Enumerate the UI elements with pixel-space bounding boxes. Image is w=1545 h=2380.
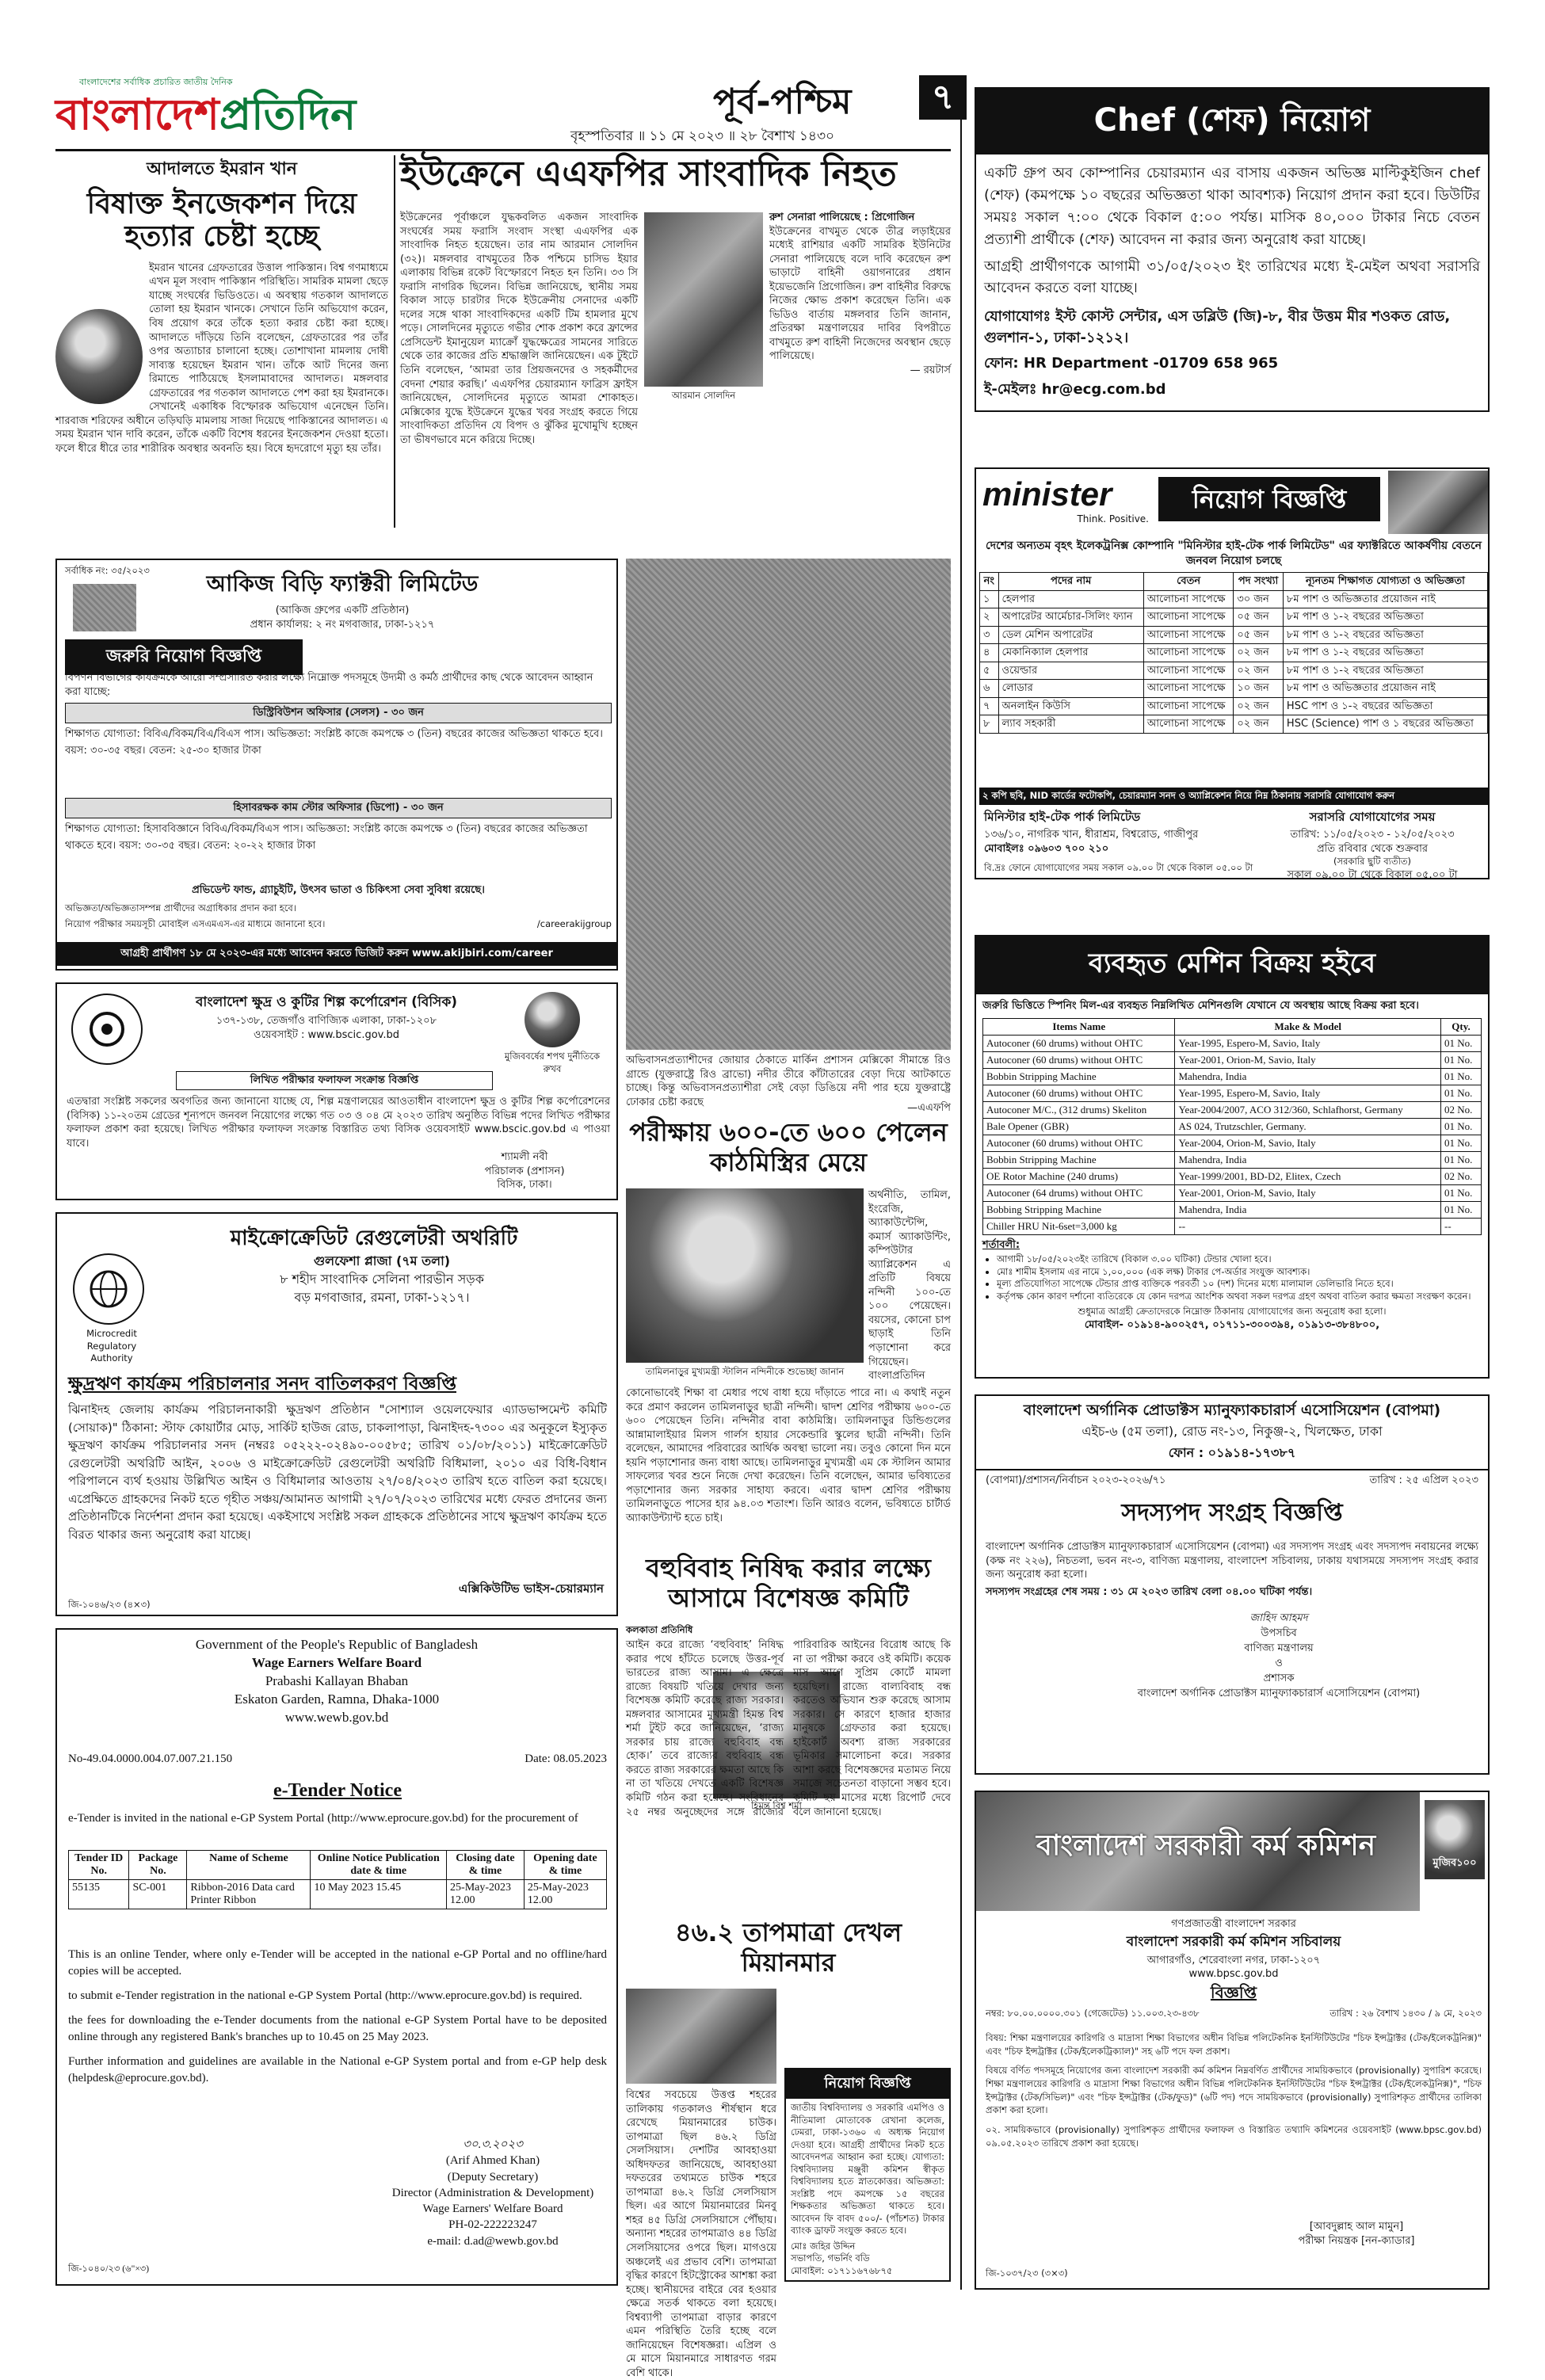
ad-code: জি-১০৪৬/২৩ (৪×৩) — [68, 1599, 151, 1610]
table-row: ৮ ল্যাব সহকারী আলোচনা সাপেক্ষে ০২ জন HSC (Science) পাশ ও ১ বছরের অভিজ্ঞতা — [980, 715, 1488, 734]
ad-body: একটি গ্রুপ অব কোম্পানির চেয়ারম্যান এর বাসায় একজন অভিজ্ঞ মাল্টিকুইজিন chef (শেফ) (কমপক্ষে ১০ বছরের অভিজ্ঞতা থাকা আবশ্যক) নিয়োগ প্রদান করা হবে। ডিউটির সময়ঃ সকাল ৭:০০ থেকে বিকাল ৫:০০ পর্যন্ত। মাসিক ৪০,০০০ টাকার নিচে বেতন প্রত্যাশী প্রার্থীকে (শেফ) আবেদন না করার জন্য অনুরোধ করা যাচ্ছে। — [984, 165, 1480, 248]
table-row: Autoconer (64 drums) without OHTC Year-2001, Orion-M, Savio, Italy 01 No. — [983, 1184, 1482, 1201]
table-row: Autoconer (60 drums) without OHTC Year-2004, Orion-M, Savio, Italy 01 No. — [983, 1135, 1482, 1151]
company-name: আকিজ বিড়ি ফ্যাক্টরী লিমিটেড — [206, 570, 479, 597]
org-web[interactable]: www.wewb.gov.bd — [284, 1709, 389, 1725]
ad-note-2: নিয়োগ পরীক্ষার সময়সূচী মোবাইল এসএমএস-এর মাধ্যমে জানানো হবে। — [65, 918, 326, 929]
sign-phone[interactable]: PH-02-222223247 — [448, 2218, 537, 2232]
ad-phone[interactable]: ফোন: HR Department -01709 658 965 — [984, 355, 1279, 372]
col-header: Package No. — [129, 1851, 187, 1880]
notice-intro: e-Tender is invited in the national e-GP System Portal (http://www.eprocure.gov.bd) for the procurement of — [68, 1812, 578, 1825]
mra-logo-text: Microcredit Regulatory Authority — [86, 1328, 137, 1364]
article-exam — [626, 1117, 951, 1545]
ad-apply[interactable]: আগ্রহী প্রার্থীগণ ১৮ মে ২০২৩-এর মধ্যে আবেদন করতে ভিজিট করুন www.akijbiri.com/career — [57, 942, 616, 966]
photo-caption: অভিবাসনপ্রত্যাশীদের জোয়ার ঠেকাতে মার্কিন প্রশাসন মেক্সিকো সীমান্তে রিও গ্রান্ডে (যুক্তরাষ্ট্রে রিও ব্রাভো) নদীর তীরে কাঁটাতারের বেড়া দিয়ে আটকাতে চাচ্ছে। কিন্তু অভিবাসনপ্রত্যাশীরা সেই বেড়া ডিঙিয়ে নদী পার হয়ে যুক্তরাষ্ট্রে ঢোকার চেষ্টা করছে — [626, 1055, 951, 1108]
gov-line: গণপ্রজাতন্ত্রী বাংলাদেশ সরকার — [1171, 1918, 1296, 1930]
article-side: অর্থনীতি, তামিল, ইংরেজি, অ্যাকাউন্টেন্সি, কমার্স অ্যাকাউন্টিং, কম্পিউটার অ্যাপ্লিকেশন এ প্রতিটি বিষয়ে নন্দিনী ১০০-তে ১০০ পেয়েছেন। বয়সের, কোনো চাপ ছাড়াই তিনি পড়াশোনা করে গিয়েছেন। বাংলাপ্রতিদিন — [868, 1189, 951, 1383]
org-building: Prabashi Kallayan Bhaban — [265, 1672, 409, 1688]
job-table — [979, 572, 1488, 734]
col-header: Tender ID No. — [69, 1851, 129, 1880]
ad-small-recruit — [784, 2068, 951, 2282]
sign-date: ৩০.৩.২০২৩ — [463, 2138, 523, 2151]
sign-name: জাহিদ আহমদ — [1249, 1612, 1308, 1625]
article-imran — [55, 155, 388, 551]
factory-mobile[interactable]: মোবাইলঃ ০৯৬০৩ ৭০০ ২১০ — [984, 842, 1109, 855]
terms-title: শর্তাবলী: — [982, 1238, 1020, 1251]
table-row: Bobbin Stripping Machine Mahendra, India 01 No. — [983, 1151, 1482, 1168]
col-header: Online Notice Publication date & time — [311, 1851, 447, 1880]
ad-machine-sale — [975, 935, 1490, 1379]
col-header: Make & Model — [1175, 1018, 1441, 1035]
org-name: Wage Earners Welfare Board — [251, 1654, 422, 1670]
masthead-divider — [55, 149, 951, 151]
portrait-image — [525, 992, 580, 1047]
notice-body: এতদ্বারা সংশ্লিষ্ট সকলের অবগতির জন্য জানানো যাচ্ছে যে, শিল্প মন্ত্রণালয়ের আওতাধীন বাংলাদেশ ক্ষুদ্র ও কুটির শিল্প কর্পোরেশনের (বিসিক) ১১-২০তম গ্রেডের শূন্যপদে জনবল নিয়োগের লক্ষ্যে গত ০৩ ও ০৪ মে ২০২৩ তারিখ অনুষ্ঠিত বিভিন্ন পদের লিখিত পরীক্ষার ফলাফল প্রকাশ করা হয়েছে। লিখিত পরীক্ষার ফলাফল সংক্রান্ত বিস্তারিত তথ্য বিসিক ওয়েবসাইট www.bscic.gov.bd এ পাওয়া যাবে। — [67, 1096, 610, 1150]
ad-serial: সর্বাধিক নং: ৩৫/২০২৩ — [65, 565, 150, 576]
photo-caption: হিমন্ত বিশ্ব শর্মা — [751, 1800, 802, 1811]
banner-text: বাংলাদেশ সরকারী কর্ম কমিশন — [1036, 1829, 1376, 1862]
table-row: Autoconer (60 drums) without OHTC Year-1995, Espero-M, Savio, Italy 01 No. — [983, 1085, 1482, 1101]
org-address: আগারগাঁও, শেরেবাংলা নগর, ঢাকা-১২০৭ — [1146, 1954, 1321, 1966]
memo-date: Date: 08.05.2023 — [525, 1753, 607, 1765]
article-headline[interactable]: বিষাক্ত ইনজেকশন দিয়ে হত্যার চেষ্টা হচ্ছে — [86, 188, 357, 254]
article-body: ইউক্রেনের পূর্বাঞ্চলে যুদ্ধকবলিত একজন সাংবাদিক সংঘর্ষের সময় ফরাসি সংবাদ সংস্থা এএফপির এক সাংবাদিক নিহত হয়েছেন। তার নাম আরমান সোলদিন (৩২)। মঙ্গলবার বাখমুতের ঠিক পশ্চিমে চাসিভ ইয়ার এলাকায় বিভিন্ন রকেট বিস্ফোরণে নিহত হন তিনি। ৩৩ সি ফরাসি নাগরিক ছিলেন। বিভিন্ন জানিয়েছে, স্থানীয় সময় বিকাল সাড়ে চারটার দিকে ইউক্রেনীয় সেনাদের একটি দলের সঙ্গে থাকা সাংবাদিকদের একটি টিম হামলার মুখে পড়ে। সোলদিনের মৃত্যুতে গভীর শোক প্রকাশ করে ফ্রান্সের প্রেসিডেন্ট ইমানুয়েল ম্যাক্রোঁ যুদ্ধক্ষেত্রের সামনের সারিতে থেকে তার কাজের প্রতি শ্রদ্ধাঞ্জলি জানিয়েছেন। এক টুইটে তিনি বলেছেন, ‘আমরা তার প্রিয়জনদের ও সহকর্মীদের বেদনা শেয়ার করছি।’ এএফপির চেয়ারম্যান ফাব্রিস ফ্রাইস জানিয়েছেন, সোলদিনের মৃত্যুতে আমরা শোকাহত। মেক্সিকোর যুদ্ধে ইউক্রেনে যুদ্ধের খবর সংগ্রহ করতে গিয়ে সাংবাদিকতা প্রতিদিন যে বিপদ ও ঝুঁকির মুখোমুখি হচ্ছেন তা ভীষণভাবে মনে করিয়ে দিচ্ছে। — [400, 212, 638, 446]
term-item: • মূল্য প্রতিযোগিতা সাপেক্ষে টেন্ডার প্রাপ্ত ব্যক্তিকে পরবর্তী ১০ (দশ) দিনের মধ্যে মালামাল ডেলিভারি নিতে হবে। — [997, 1278, 1482, 1291]
table-row: Bobbin Stripping Machine Mahendra, India 01 No. — [983, 1068, 1482, 1085]
col-header: Items Name — [983, 1018, 1175, 1035]
table-row: ২ অপারেটর আর্মেচার-সিলিং ফ্যান আলোচনা সাপেক্ষে ০৫ জন ৮ম পাশ ও ১-২ বছরের অভিজ্ঞতা — [980, 608, 1488, 627]
slogan: মুজিববর্ষের শপথ দুর্নীতিকে রুখব — [504, 1051, 601, 1074]
ad-title[interactable]: নিয়োগ বিজ্ঞপ্তি — [1158, 477, 1380, 521]
org-web[interactable]: ওয়েবসাইট : www.bscic.gov.bd — [254, 1028, 399, 1041]
page-number: ৭ — [919, 75, 967, 120]
notice-title: সদস্যপদ সংগ্রহ বিজ্ঞপ্তি — [1121, 1499, 1343, 1528]
social-link[interactable]: /careerakijgroup — [536, 918, 612, 929]
org-name: বাংলাদেশ অর্গানিক প্রোডাক্টস ম্যানুফ্যাকচারার্স এসোসিয়েশন (বোপমা) — [1023, 1402, 1441, 1419]
notice-title: বিজ্ঞপ্তি — [1210, 1982, 1257, 2002]
sign-org: Wage Earners' Welfare Board — [422, 2203, 563, 2215]
ad-email[interactable]: ই-মেইলঃ hr@ecg.com.bd — [984, 381, 1166, 399]
ad-note-1: অভিজ্ঞতা/অভিজ্ঞতাসম্পন্ন প্রার্থীদের অগ্রাধিকার প্রদান করা হবে। — [65, 902, 296, 913]
table-row: ৬ লোডার আলোচনা সাপেক্ষে ১০ জন ৮ম পাশ ও অভিজ্ঞতার প্রয়োজন নাই — [980, 680, 1488, 698]
notice-para: the fees for downloading the e-Tender documents from the national e-GP System Portal have to be deposited online through any registered Bank's branches up to 10.45 on 25 May 2023. — [68, 2014, 607, 2043]
memo-number: (বোপমা)/প্রশাসন/নির্বাচন ২০২৩-২০২৬/৭১ — [986, 1474, 1166, 1486]
table-row: Autoconer M/C., (312 drums) Skeliton Year-2004/2007, ACO 312/360, Schlafhorst, Germany 02 No. — [983, 1101, 1482, 1118]
col-header: Qty. — [1441, 1018, 1482, 1035]
ad-title[interactable]: ব্যবহৃত মেশিন বিক্রয় হইবে — [976, 936, 1488, 994]
contact-time-title: সরাসরি যোগাযোগের সময় — [1309, 810, 1436, 824]
table-row: Bale Opener (GBR) AS 024, Trutzschler, Germany. 01 No. — [983, 1118, 1482, 1135]
col-header: নং — [980, 573, 999, 591]
article-ukraine — [400, 155, 951, 536]
col-header: Closing date & time — [447, 1851, 525, 1880]
sign-org-1: বাণিজ্য মন্ত্রণালয় — [1244, 1642, 1314, 1655]
table-row: Chiller HRU Nit-6set=3,000 kg -- -- — [983, 1218, 1482, 1234]
phone-time: বি.দ্রঃ ফোনে যোগাযোগের সময় সকাল ০৯.০০ টা থেকে বিকাল ০৫.০০ টা — [984, 862, 1253, 873]
col-header: বেতন — [1143, 573, 1233, 591]
section-name: পূর্ব-পশ্চিম — [713, 82, 852, 122]
ad-apply: আগ্রহী প্রার্থীগণকে আগামী ৩১/০৫/২০২৩ ইং তারিখের মধ্যে ই-মেইল অথবা সরাসরি আবেদন করতে বলা যাচ্ছে। — [984, 257, 1480, 297]
column-divider — [394, 155, 395, 528]
ad-code: জি-১০৩৭/২৩ (৩×৩) — [986, 2267, 1068, 2279]
memo-number: No-49.04.0000.004.07.007.21.150 — [68, 1753, 233, 1765]
article-body: ইমরান খানের গ্রেফতারের উত্তাল পাকিস্তান। বিশ্ব গণমাধ্যমে এখন মূল সংবাদ পাকিস্তান পরিস্থিতি। সামরিক মামলা ছেড়ে যাচ্ছে সংঘর্ষের ভিডিওতে। এ অবস্থায় গতকাল আদালতে তোলা হয় ইমরান খানকে। সেখানে তিনি অভিযোগ করেন, বিষ প্রয়োগ করে তাঁকে হত্যা করার চেষ্টা করা হচ্ছে। আদালতে দাঁড়িয়ে তিনি বলেছেন, গ্রেফতারের পর তাঁর ওপর অত্যাচার চালানো হচ্ছে। তোশাখানা মামলায় দোষী সাব্যস্ত হয়েছেন ইমরান খান। তাঁকে আট দিনের জন্য রিমান্ডে পাঠিয়েছে ইসলামাবাদের আদালত। মঙ্গলবার গ্রেফতারের পর গতকাল আদালতে পেশ করা হয় ইমরানকে। সেখানেই একাধিক বিস্ফোরক অভিযোগ এনেছেন তিনি। শারবাজ শরিফের অধীনে তড়িঘড়ি মামলায় সাজা দিয়েছে পাকিস্তানের আদালত। এ সময় ইমরান খান দাবি করেন, তাঁকে একটি বিশেষ ধরনের ইনজেকশন দেওয়া হতো। ফলে ধীরে ধীরে তার শারীরিক অবস্থার অবনতি হয়। বিষে হৃদরোগে মৃত্যু হয় তাঁর। — [55, 261, 388, 455]
post-title-1: ডিস্ট্রিবিউশন অফিসার (সেলস) - ৩০ জন — [65, 703, 612, 723]
ad-title[interactable]: জরুরি নিয়োগ বিজ্ঞপ্তি — [65, 639, 303, 675]
table-row: ৩ ডেল মেশিন অপারেটর আলোচনা সাপেক্ষে ০৫ জন ৮ম পাশ ও ১-২ বছরের অভিজ্ঞতা — [980, 626, 1488, 644]
notice-title: লিখিত পরীক্ষার ফলাফল সংক্রান্ত বিজ্ঞপ্তি — [176, 1071, 493, 1090]
article-body: আইন করে রাজ্যে ‘বহুবিবাহ’ নিষিদ্ধ করার পথে হাঁটতে চলেছে উত্তর-পূর্ব ভারতের রাজ্য আসাম। এ ক্ষেত্রে রাজ্যে বিষয়টি খতিয়ে দেখার জন্য বিশেষজ্ঞ কমিটি করেছে রাজ্য সরকার। মঙ্গলবার আসামের মুখ্যমন্ত্রী হিমন্ত বিশ্ব শর্মা টুইট করে জানিয়েছেন, ‘রাজ্য সরকার চায় রাজ্যে বহুবিবাহ বন্ধ হোক।’ তবে রাজ্যের বহুবিবাহ বন্ধ করতে রাজ্য সরকারের ক্ষমতা আছে কি না তা খতিয়ে দেখতে একটি বিশেষজ্ঞ কমিটি গঠন করা হয়েছে। সংবিধানের ২৫ নম্বর অনুচ্ছেদের সঙ্গে রাজ্যের পারিবারিক আইনের বিরোধ আছে কি না তা পরীক্ষা করবে ওই কমিটি। কয়েক মাস আগে সুপ্রিম কোর্টে মামলা হয়েছিল। রাজ্যে বাল্যবিবাহ বন্ধ করতেও অভিযান শুরু করেছে আসাম সরকার। সে কারণে হাজার হাজার মানুষকে গ্রেফতার করা হয়েছে। হাইকোর্ট অবশ্য রাজ্য সরকারের ভূমিকার সমালোচনা করে। সরকার আশা করছে বিশেষজ্ঞদের মতামত নিয়ে সমাজে সচেতনতা বাড়ানো সম্ভব হবে। কমিটি ছয় মাসের মধ্যে রিপোর্ট দেবে বলে জানানো হয়েছে। — [626, 1639, 951, 1818]
post-body-2: শিক্ষাগত যোগ্যতা: হিসাববিজ্ঞানে বিবিএ/বিকম/বিএস পাস। অভিজ্ঞতা: সংশ্লিষ্ট কাজে কমপক্ষে ৩ (তিন) বছরের কাজের অভিজ্ঞতা থাকতে হবে। বয়স: ৩০-৩৫ বছর। বেতন: ২০-২২ হাজার টাকা — [65, 823, 588, 852]
article-body: বিশ্বের সবচেয়ে উত্তপ্ত শহরের তালিকায় গতকালও শীর্ষস্থান ধরে রেখেছে মিয়ানমারের চাউক। তাপমাত্রা ছিল ৪৬.২ ডিগ্রি সেলসিয়াস। দেশটির আবহাওয়া অধিদফতর জানিয়েছে, আবহাওয়া দফতরের তথ্যমতে চাউক শহরে তাপমাত্রা ৪৬.২ ডিগ্রি সেলসিয়াস ছিল। এর আগে মিয়ানমারের মিনবু শহর ৪৫ ডিগ্রি সেলসিয়াসে পৌঁছায়। অন্যান্য শহরের তাপমাত্রাও ৪৪ ডিগ্রি সেলসিয়াসের ওপরে ছিল। মাগওয়ে অঞ্চলেই এর প্রভাব বেশি। তাপমাত্রা বৃদ্ধির কারণে হিটস্ট্রোকের আশঙ্কা করা হচ্ছে। স্থানীয়দের বাইরে বের হওয়ার ক্ষেত্রে সতর্ক থাকতে বলা হয়েছে। বিশ্বব্যাপী তাপমাত্রা বাড়ার কারণে এমন পরিস্থিতি তৈরি হচ্ছে বলে জানিয়েছেন বিশেষজ্ঞরা। এপ্রিল ও মে মাসে মিয়ানমারে সাধারণত গরম বেশি থাকে। — [626, 2089, 776, 2379]
factory-image — [1388, 471, 1488, 534]
issue-date: বৃহস্পতিবার ॥ ১১ মে ২০২৩ ॥ ২৮ বৈশাখ ১৪৩০ — [570, 128, 835, 144]
sign-org-4: বাংলাদেশ অর্গানিক প্রোডাক্টস ম্যানুফ্যাকচারার্স এসোসিয়েশন (বোপমা) — [1137, 1687, 1421, 1699]
sign-org: বিসিক, ঢাকা। — [497, 1179, 552, 1192]
address-line-1: গুলফেশা প্লাজা (৭ম তলা) — [313, 1253, 451, 1268]
table-row: ৭ অনলাইন কিউসি আলোচনা সাপেক্ষে ০২ জন HSC পাশ ও ১-২ বছরের অভিজ্ঞতা — [980, 697, 1488, 715]
org-address: Eskaton Garden, Ramna, Dhaka-1000 — [234, 1691, 440, 1707]
article-headline[interactable]: ৪৬.২ তাপমাত্রা দেখল মিয়ানমার — [674, 1917, 902, 1978]
col-header: Opening date & time — [524, 1851, 606, 1880]
ad-intro: জরুরি ভিত্তিতে স্পিনিং মিল-এর ব্যবহৃত নিম্নলিখিত মেশিনগুলি যেখানে যে অবস্থায় আছে বিক্রয় করা হবে। — [982, 1000, 1419, 1012]
reporter-photo — [644, 212, 763, 387]
notice-para: ০২. সাময়িকভাবে (provisionally) সুপারিশকৃত প্রার্থীদের ফলাফল ও বিস্তারিত তথ্যাদি কমিশনের ওয়েবসাইট (www.bpsc.gov.bd) ০৯.০৫.২০২৩ তারিখে প্রকাশ করা হয়েছে। — [986, 2124, 1482, 2149]
ad-intro: বিপণন বিভাগের কার্যক্রমকে আরো সম্প্রসারিত করার লক্ষ্যে নিম্নোক্ত পদসমূহে উদ্যমী ও কর্মঠ প্রার্থীদের কাছ থেকে আবেদন আহ্বান করা যাচ্ছে: — [65, 672, 593, 698]
border-photo — [626, 559, 951, 1050]
sign-name: মোঃ জহির উদ্দিন — [791, 2240, 856, 2252]
address-line-3: বড় মগবাজার, রমনা, ঢাকা-১২১৭। — [294, 1290, 470, 1306]
ad-wewb-tender — [55, 1628, 618, 2286]
notice-title: e-Tender Notice — [273, 1780, 402, 1801]
ad-body: জাতীয় বিশ্ববিদ্যালয় ও সরকারি এমপিও ও নীতিমালা মোতাবেক রেখানা কলেজ, ঢেমরা, ঢাকা-১৩৬০ এ অধ্যক্ষ নিয়োগ দেওয়া হবে। আগ্রহী প্রার্থীদের নিকট হতে আবেদনপত্র আহ্বান করা হচ্ছে। যোগ্যতা: বিশ্ববিদ্যালয় মঞ্জুরী কমিশন স্বীকৃত বিশ্ববিদ্যালয় হতে স্নাতকোত্তর। অভিজ্ঞতা: সংশ্লিষ্ট পদে কমপক্ষে ১৫ বছরের শিক্ষকতার অভিজ্ঞতা থাকতে হবে। আবেদন ফি বাবদ ৫০০/- (পাঁচশত) টাকার ব্যাংক ড্রাফট সংযুক্ত করতে হবে। — [791, 2102, 944, 2237]
table-row: OE Rotor Machine (240 drums) Year-1999/2001, BD-D2, Elitex, Czech 02 No. — [983, 1168, 1482, 1184]
bscic-logo-icon — [71, 994, 143, 1065]
memo-date: তারিখ : ২৬ বৈশাখ ১৪৩০ / ৯ মে, ২০২৩ — [1329, 2008, 1482, 2019]
gov-line: Government of the People's Republic of Bangladesh — [195, 1637, 479, 1652]
org-address: ১৩৭-১৩৮, তেজগাঁও বাণিজ্যিক এলাকা, ঢাকা-১২০৮ — [216, 1015, 437, 1027]
sign-email[interactable]: e-mail: d.ad@wewb.gov.bd — [427, 2234, 559, 2248]
org-name: বাংলাদেশ সরকারী কর্ম কমিশন সচিবালয় — [1126, 1933, 1341, 1950]
notice-subject: বিষয়: শিক্ষা মন্ত্রণালয়ের কারিগরি ও মাদ্রাসা শিক্ষা বিভাগের অধীন বিভিন্ন পলিটেকনিক ইনস্টিটিউটের "চিফ ইন্সট্রাক্টর (টেক/ইলেকট্রনিক্স)" এবং "চিফ ইন্সট্রাক্টর (টেক/ইলেকট্রিক্যাল)" সহ ৬টি পদে ফল প্রকাশ। — [986, 2032, 1482, 2057]
notice-para: to submit e-Tender registration in the national e-GP System Portal (http://www.eprocure.gov.bd) is required. — [68, 1989, 582, 2002]
ad-intro: দেশের অন্যতম বৃহৎ ইলেকট্রনিক্স কোম্পানি "মিনিস্টার হাই-টেক পার্ক লিমিটেড" এর ফ্যাক্টরিতে আকর্ষণীয় বেতনে জনবল নিয়োগ চলছে — [986, 540, 1482, 567]
exam-photo — [626, 1188, 864, 1363]
ad-chef — [975, 87, 1490, 412]
org-phone[interactable]: ফোন : ০১৯১৪-১৭৩৮৭ — [1168, 1444, 1296, 1460]
memo-date: তারিখ : ২৫ এপ্রিল ২০২৩ — [1369, 1474, 1478, 1486]
sign-phone[interactable]: মোবাইল: ০১৭১১৬৭৬৮৭৫ — [791, 2264, 893, 2276]
ad-mobile[interactable]: মোবাইল- ০১৯১৪-৯০০২৫৭, ০১৭১১-৩০০৩৯৪, ০১৯১৩-৩৮৪৮০০, — [1084, 1318, 1380, 1331]
sign-org-3: প্রশাসক — [1263, 1672, 1295, 1684]
factory-address: ১৩৬/১০, নাগরিক খান, ধীরাশ্রম, বিশ্বরোড, গাজীপুর — [984, 829, 1199, 841]
org-title: মাইক্রোক্রেডিট রেগুলেটরী অথরিটি — [230, 1226, 518, 1250]
article-credit: কলকাতা প্রতিনিধি — [626, 1624, 693, 1635]
contact-days: প্রতি রবিবার থেকে শুক্রবার — [1316, 842, 1429, 855]
notice-body: বাংলাদেশ অর্গানিক প্রোডাক্টস ম্যানুফ্যাকচারার্স এসোসিয়েশন (বোপমা) এর সদস্যপদ সংগ্রহ এবং সদস্যপদ নবায়নের লক্ষ্যে (কক্ষ নং ২২৬), নিচতলা, ভবন নং-৩, বাণিজ্য মন্ত্রণালয়, বাংলাদেশ সচিবালয়, ঢাকায় যথাসময়ে সদস্যপদ সংগ্রহ করার জন্য অনুরোধ করা হলো। — [986, 1541, 1478, 1581]
article-body-2: ইউক্রেনের বাখমুত থেকে তীব্র লড়াইয়ের মধ্যেই রাশিয়ার একটি সামরিক ইউনিটের সেনারা পালিয়েছে বলে দাবি করেছেন রুশ ভাড়াটে বাহিনী ওয়াগনারের প্রধান ইয়েভজেনি প্রিগোজিন। রুশ বাহিনীর বিরুদ্ধে নিজের ক্ষোভ প্রকাশ করেছেন তিনি। এক ভিডিও বার্তায় মঙ্গলবার তিনি জানান, প্রতিরক্ষা মন্ত্রণালয়ের দাবির বিপরীতে বাখমুতে রুশ বাহিনী নিজেদের অবস্থান ছেড়ে পালিয়েছে। — [769, 225, 951, 363]
logo-accent-text: প্রতিদিন — [219, 90, 357, 139]
akij-logo — [73, 584, 136, 631]
col-header: ন্যূনতম শিক্ষাগত যোগ্যতা ও অভিজ্ঞতা — [1283, 573, 1487, 591]
org-web[interactable]: www.bpsc.gov.bd — [1188, 1968, 1279, 1981]
ad-bopma — [975, 1394, 1490, 1775]
notice-para: Further information and guidelines are available in the National e-GP System portal and from e-GP help desk (helpdesk@eprocure.gov.bd). — [68, 2055, 607, 2084]
ad-minister — [975, 467, 1490, 879]
gear-icon — [83, 1005, 131, 1053]
sign-name: (Arif Ahmed Khan) — [445, 2154, 540, 2168]
article-body: কোনোভাবেই শিক্ষা বা মেধার পথে বাধা হয়ে দাঁড়াতে পারে না। এ কথাই নতুন করে প্রমাণ করলেন তামিলনাড়ুর ছাত্রী নন্দিনী। দ্বাদশ শ্রেণির পরীক্ষায় ৬০০-তে ৬০০ পেয়েছেন তিনি। নন্দিনীর বাবা কাঠমিস্ত্রি। তামিলনাড়ুর ডিন্ডিগুলের আন্নামালাইয়ার মিলস গার্লস হায়ার সেকেন্ডারি স্কুলের ছাত্রী নন্দিনী। তিনি বলেছেন, আমাদের পরিবারের আর্থিক অবস্থা ভালো নয়। তবুও কোনো দিন মনে হয়নি পড়াশোনার জন্য বাধা আছে। তামিলনাড়ুর মুখ্যমন্ত্রী এম কে স্টালিন আমার সাফল্যের খবর শুনে নিজে দেখা করেছেন। তিনি বলেছেন, আমার ভবিষ্যতের পড়াশোনার জন্য সরকার সাহায্য করবে। এবার দ্বাদশ শ্রেণির পরীক্ষায় তামিলনাড়ুতে পাসের হার ৯৪.০৩ শতাংশ। তিনি আরও বলেন, ভবিষ্যতে চার্টার্ড অ্যাকাউন্ট্যান্ট হতে চাই। — [626, 1387, 951, 1524]
company-sub: (আকিজ গ্রুপের একটি প্রতিষ্ঠান) — [275, 605, 410, 616]
sign-title-2: Director (Administration & Development) — [391, 2186, 594, 2199]
machine-table — [982, 1018, 1482, 1235]
table-row: 55135 SC-001 Ribbon-2016 Data card Printer Ribbon 10 May 2023 15.45 25-May-2023 12.00 25-May-2023 12.00 — [69, 1880, 607, 1909]
article-credit: — রয়টার্স — [910, 364, 951, 377]
sign-title: এক্সিকিউটিভ ভাইস-চেয়ারম্যান — [458, 1581, 604, 1596]
notice-para: বিষয়ে বর্ণিত পদসমূহে নিয়োগের জন্য বাংলাদেশ সরকারী কর্ম কমিশন নিম্নবর্ণিত প্রার্থীদের সাময়িকভাবে (provisionally) সুপারিশ করেছে। শিক্ষা মন্ত্রণালয়ের কারিগরি ও মাদ্রাসা শিক্ষা বিভাগের অধীন বিভিন্ন পলিটেকনিক ইনস্টিটিউটের "চিফ ইন্সট্রাক্টর (টেক/ইলেকট্রনিক্স)", "চিফ ইন্সট্রাক্টর (টেক/সিভিল)" এবং "চিফ ইন্সট্রাক্টর (টেক/ফুড)" (৬টি পদ) পদে সাময়িকভাবে (provisionally) সুপারিশকৃত প্রার্থীদের তালিকা প্রকাশ করা হলো। — [986, 2065, 1482, 2116]
tender-table — [68, 1850, 607, 1909]
article-kicker: আদালতে ইমরান খান — [147, 159, 297, 179]
ad-bscic — [55, 982, 618, 1200]
column-divider — [960, 79, 962, 2290]
photo-caption: আরমান সোলদিন — [671, 390, 736, 401]
article-subhead: রুশ সেনারা পালিয়েছে : প্রিগোজিন — [769, 212, 915, 223]
ad-benefits: প্রভিডেন্ট ফান্ড, গ্র্যাচুইটি, উৎসব ভাতা ও চিকিৎসা সেবা সুবিধা রয়েছে। — [192, 884, 485, 896]
article-headline[interactable]: পরীক্ষায় ৬০০-তে ৬০০ পেলেন কাঠমিস্ত্রির মেয়ে — [629, 1117, 948, 1178]
memo-number: নম্বর: ৮০.০০.০০০০.৩০১ (গেজেটেড) ১১.০০৩.২৩-৪৩৮ — [986, 2008, 1200, 2019]
mra-logo-icon — [73, 1253, 144, 1325]
table-row: Autoconer (60 drums) without OHTC Year-2001, Orion-M, Savio, Italy 01 No. — [983, 1051, 1482, 1068]
term-item: • মোঃ শামীম ইসলাম এর নামে ১,০০,০০০ (এক লক্ষ) টাকার পে-অর্ডার সংযুক্ত আবশ্যক। — [997, 1266, 1482, 1279]
notice-title: ক্ষুদ্রঋণ কার্যক্রম পরিচালনার সনদ বাতিলকরণ বিজ্ঞপ্তি — [68, 1374, 456, 1394]
ad-note: ২ কপি ছবি, NID কার্ডের ফটোকপি, চেয়ারম্যান সনদ ও অ্যাপ্লিকেশন নিয়ে নিম্ন ঠিকানায় সরাসরি যোগাযোগ করুন — [979, 788, 1488, 805]
table-row: Bobbing Stripping Machine Mahendra, India 01 No. — [983, 1201, 1482, 1218]
table-row: ৪ মেকানিক্যাল হেলপার আলোচনা সাপেক্ষে ০২ জন ৮ম পাশ ও ১-২ বছরের অভিজ্ঞতা — [980, 644, 1488, 662]
notice-deadline: সদস্যপদ সংগ্রহের শেষ সময় : ৩১ মে ২০২৩ তারিখ বেলা ০৪.০০ ঘটিকা পর্যন্ত। — [986, 1585, 1313, 1598]
article-assam — [626, 1553, 951, 1901]
sign-org-2: ও — [1275, 1657, 1283, 1669]
table-row: ৫ ওয়েল্ডার আলোচনা সাপেক্ষে ০২ জন ৮ম পাশ ও ১-২ বছরের অভিজ্ঞতা — [980, 662, 1488, 680]
col-header: পদের নাম — [998, 573, 1143, 591]
ad-contact: শুধুমাত্র আগ্রহী ক্রেতাদেরকে নিম্নোক্ত ঠিকানায় যোগাযোগের জন্য অনুরোধ করা হলো। — [1078, 1306, 1387, 1318]
sign-name: শ্যামলী নবী — [501, 1151, 548, 1163]
company-address: প্রধান কার্যালয়: ২ নং মগবাজার, ঢাকা-১২১৭ — [250, 618, 435, 631]
address-line-2: ৮ শহীদ সাংবাদিক সেলিনা পারভীন সড়ক — [280, 1272, 484, 1287]
logo-tagline: বাংলাদেশের সর্বাধিক প্রচারিত জাতীয় দৈনিক — [79, 77, 233, 87]
sign-name: [আবদুল্লাহ আল মামুন] — [1309, 2221, 1404, 2233]
ad-contact: যোগাযোগঃ ইস্ট কোস্ট সেন্টার, এস ডব্লিউ (জি)-৮, বীর উত্তম মীর শওকত রোড, গুলশান-১, ঢাকা-১২১২। — [984, 308, 1451, 347]
contact-days-note: (সরকারি ছুটি ব্যতীত) — [1333, 856, 1411, 868]
sign-title: (Deputy Secretary) — [447, 2170, 539, 2184]
col-header: Name of Scheme — [187, 1851, 311, 1880]
post-body-1: শিক্ষাগত যোগ্যতা: বিবিএ/বিকম/বিএ/বিএস পাস। অভিজ্ঞতা: সংশ্লিষ্ট কাজে কমপক্ষে ৩ (তিন) বছরের কাজের অভিজ্ঞতা থাকতে হবে। বয়স: ৩০-৩৫ বছর। বেতন: ২৫-৩০ হাজার টাকা — [65, 728, 603, 757]
contact-hours: সকাল ০৯.০০ টা থেকে বিকাল ০৫.০০ টা — [1287, 868, 1458, 881]
globe-icon — [85, 1265, 132, 1313]
org-name: বাংলাদেশ ক্ষুদ্র ও কুটির শিল্প কর্পোরেশন (বিসিক) — [195, 994, 458, 1010]
notice-para: This is an online Tender, where only e-Tender will be accepted in the national e-GP Portal and no offline/hard copies will be accepted. — [68, 1948, 607, 1978]
ad-code: জি-১০৪০/২৩ (৬"×৩) — [68, 2264, 150, 2274]
logo-main-text: বাংলাদেশ — [55, 90, 219, 139]
ad-mra — [55, 1212, 618, 1616]
mujib-badge — [1425, 1800, 1485, 1879]
photo-credit: —এএফপি — [907, 1102, 951, 1114]
table-row: ১ হেলপার আলোচনা সাপেক্ষে ৩০ জন ৮ম পাশ ও অভিজ্ঞতার প্রয়োজন নাই — [980, 590, 1488, 608]
sign-title: সভাপতি, গভর্নিং বডি — [791, 2252, 870, 2264]
imran-photo — [55, 309, 143, 404]
minister-logo[interactable]: minister Think. Positive. — [982, 475, 1149, 524]
ad-akij — [55, 559, 618, 971]
badge-text: মুজিব১০০ — [1432, 1857, 1477, 1869]
term-item: • আগামী ১৮/০৫/২০২৩ইং তারিখে (বিকাল ৩.০০ ঘটিকা) টেন্ডার খোলা হবে। — [997, 1253, 1482, 1266]
article-headline[interactable]: বহুবিবাহ নিষিদ্ধ করার লক্ষ্যে আসামে বিশেষজ্ঞ কমিটি — [646, 1553, 931, 1614]
heat-photo — [626, 1989, 776, 2084]
factory-name: মিনিস্টার হাই-টেক পার্ক লিমিটেড — [984, 810, 1141, 824]
photo-caption: তামিলনাড়ুর মুখ্যমন্ত্রী স্টালিন নন্দিনীকে শুভেচ্ছা জানান — [645, 1366, 845, 1377]
sign-title: উপসচিব — [1261, 1627, 1297, 1640]
notice-body: ঝিনাইদহ জেলায় কার্যক্রম পরিচালনাকারী ক্ষুদ্রঋণ প্রতিষ্ঠান "সোশ্যাল ওয়েলফেয়ার এ্যাডভান্সমেন্ট কমিটি (সোয়াক)" ঠিকানা: স্টাফ কোয়ার্টার মোড়, সার্কিট হাউজ রোড, চাকলাপাড়া, ঝিনাইদহ-৭৩০০ এর অনুকূলে ইস্যুকৃত ক্ষুদ্রঋণ কার্যক্রম পরিচালনার সনদ (নম্বরঃ ০৫২২২-০২৪৯০-০০৫৮৫; তারিখ ০১/০৮/২০১১) মাইক্রোক্রেডিট রেগুলেটরী অথরিটি আইন, ২০০৬ ও মাইক্রোক্রেডিট রেগুলেটরী অথরিটি বিধিমালা, ২০১০ এর বিধি-বিধান পরিপালনে ব্যর্থ হওয়ায় উল্লিখিত আইন ও বিধিমালার আওতায় ২৭/০৪/২০২৩ তারিখ হতে বাতিল করা হয়েছে। এপ্রেক্ষিতে গ্রাহকদের নিকট হতে গৃহীত সঞ্চয়/আমানত আগামী ২৭/০৭/২০২৩ তারিখের মধ্যে ফেরত প্রদানের জন্য প্রতিষ্ঠানটিকে নির্দেশনা প্রদান করা হয়েছে। একইসাথে সংশ্লিষ্ট সকল গ্রাহককে প্রতিষ্ঠানের সাথে ক্ষুদ্রঋণ কার্যক্রম হতে বিরত থাকার জন্য অনুরোধ করা যাচ্ছে। — [68, 1402, 607, 1542]
org-address: এইচ-৬ (৫ম তলা), রোড নং-১৩, নিকুঞ্জ-২, খিলক্ষেত, ঢাকা — [1082, 1423, 1383, 1439]
col-header: পদ সংখ্যা — [1234, 573, 1284, 591]
ad-bpsc — [975, 1791, 1490, 2290]
ad-title[interactable]: Chef (শেফ) নিয়োগ — [976, 89, 1488, 154]
article-headline[interactable]: ইউক্রেনে এএফপির সাংবাদিক নিহত — [400, 154, 897, 194]
contact-dates: তারিখ: ১১/০৫/২০২৩ - ১২/০৫/২০২৩ — [1290, 829, 1455, 841]
post-title-2: হিসাবরক্ষক কাম স্টোর অফিসার (ডিপো) - ৩০ জন — [65, 798, 612, 818]
sign-title: পরীক্ষা নিয়ন্ত্রক [নন-ক্যাডার] — [1298, 2234, 1415, 2247]
table-row: Autoconer (60 drums) without OHTC Year-1995, Espero-M, Savio, Italy 01 No. — [983, 1035, 1482, 1051]
ad-title[interactable]: নিয়োগ বিজ্ঞপ্তি — [786, 2069, 949, 2099]
term-item: • কর্তৃপক্ষ কোন কারণ দর্শানো ব্যতিরেকে যে কোন দরপত্র আংশিক অথবা সকল দরপত্র গ্রহণ অথবা বাতিল করার ক্ষমতা সংরক্ষণ করেন। — [997, 1291, 1482, 1303]
sign-title: পরিচালক (প্রশাসন) — [484, 1165, 565, 1177]
newspaper-logo[interactable] — [55, 75, 388, 147]
